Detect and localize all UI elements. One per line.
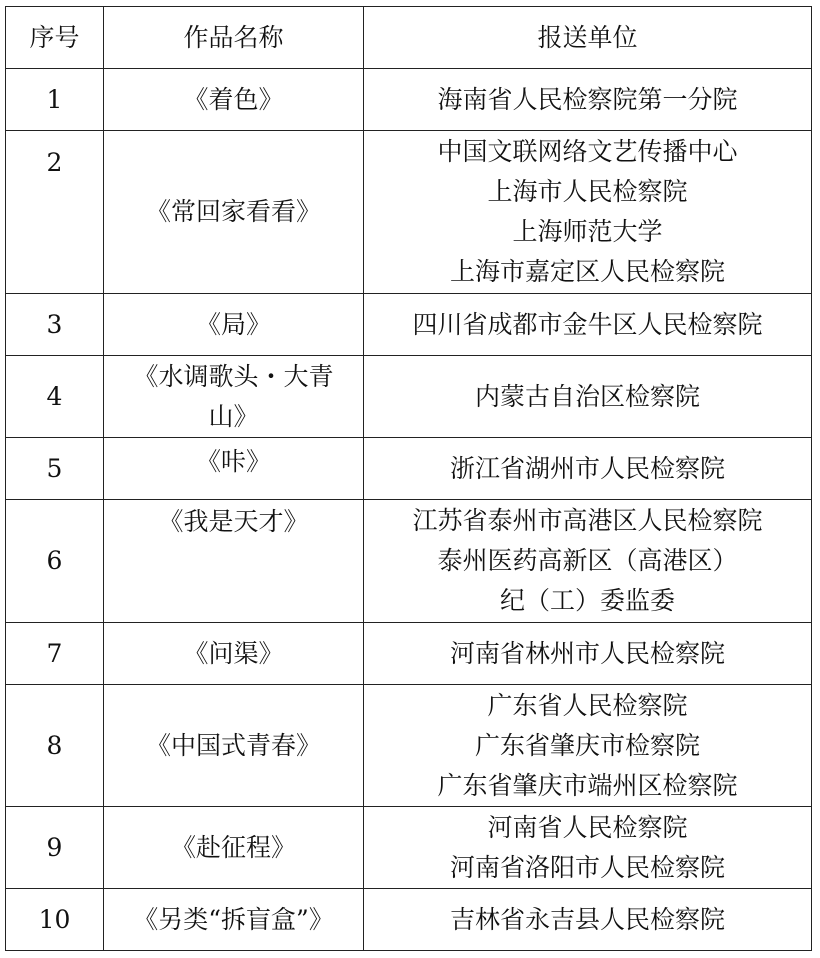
- row-unit: [364, 131, 812, 294]
- unit-line: 浙江省湖州市人民检察院: [449, 453, 725, 483]
- row-name: 《常回家看看》: [104, 131, 364, 294]
- header-row: [6, 7, 812, 69]
- row-unit: [364, 807, 812, 889]
- row-no: 10: [6, 889, 104, 951]
- row-no: 5: [6, 438, 104, 500]
- row-no: 3: [6, 294, 104, 356]
- row-unit: [364, 500, 812, 623]
- row-no: 2: [6, 131, 104, 294]
- unit-line: 河南省林州市人民检察院: [449, 638, 725, 668]
- table-row: [6, 69, 812, 131]
- header-no: 序号: [6, 7, 104, 69]
- table-row: [6, 807, 812, 889]
- row-unit: [364, 294, 812, 356]
- unit-line: 广东省肇庆市端州区检察院: [437, 770, 738, 800]
- unit-line: 广东省肇庆市检察院: [474, 730, 700, 760]
- unit-line: 中国文联网络文艺传播中心: [437, 137, 738, 166]
- row-name: 《咔》: [104, 438, 364, 500]
- works-table: [5, 6, 812, 951]
- table-row: [6, 685, 812, 807]
- unit-line: 河南省洛阳市人民检察院: [449, 852, 725, 882]
- table-row: [6, 294, 812, 356]
- row-no: 9: [6, 807, 104, 889]
- row-unit: [364, 356, 812, 438]
- row-unit: [364, 438, 812, 500]
- row-name: 《我是天才》: [104, 500, 364, 623]
- unit-line: 上海市嘉定区人民检察院: [449, 257, 725, 286]
- table-row: [6, 438, 812, 500]
- unit-line: 泰州医药高新区（高港区）: [437, 546, 738, 575]
- table-row: [6, 889, 812, 951]
- unit-line: 海南省人民检察院第一分院: [437, 84, 738, 114]
- row-name: 《局》: [104, 294, 364, 356]
- unit-line: 吉林省永吉县人民检察院: [449, 904, 725, 934]
- unit-line: 纪（工）委监委: [499, 586, 675, 615]
- unit-line: 上海市人民检察院: [487, 177, 688, 206]
- row-unit: [364, 623, 812, 685]
- row-no: 4: [6, 356, 104, 438]
- row-no: 6: [6, 500, 104, 623]
- row-name: 《赴征程》: [104, 807, 364, 889]
- unit-line: 四川省成都市金牛区人民检察院: [412, 309, 763, 339]
- unit-line: 上海师范大学: [512, 217, 663, 246]
- row-name: 《问渠》: [104, 623, 364, 685]
- table-row: [6, 356, 812, 438]
- row-name: 《另类“拆盲盒”》: [104, 889, 364, 951]
- row-unit: [364, 69, 812, 131]
- unit-line: 内蒙古自治区检察院: [474, 381, 700, 411]
- row-no: 1: [6, 69, 104, 131]
- unit-line: 江苏省泰州市高港区人民检察院: [412, 506, 763, 535]
- table-row: [6, 131, 812, 294]
- unit-line: 河南省人民检察院: [487, 812, 688, 842]
- row-no: 8: [6, 685, 104, 807]
- unit-line: 广东省人民检察院: [487, 690, 688, 720]
- row-name: 《着色》: [104, 69, 364, 131]
- row-name: 《中国式青春》: [104, 685, 364, 807]
- row-no: 7: [6, 623, 104, 685]
- table-row: [6, 623, 812, 685]
- row-unit: [364, 889, 812, 951]
- row-unit: [364, 685, 812, 807]
- header-unit: 报送单位: [364, 7, 812, 69]
- row-name: 《水调歌头・大青山》: [104, 356, 364, 438]
- table-row: [6, 500, 812, 623]
- header-name: 作品名称: [104, 7, 364, 69]
